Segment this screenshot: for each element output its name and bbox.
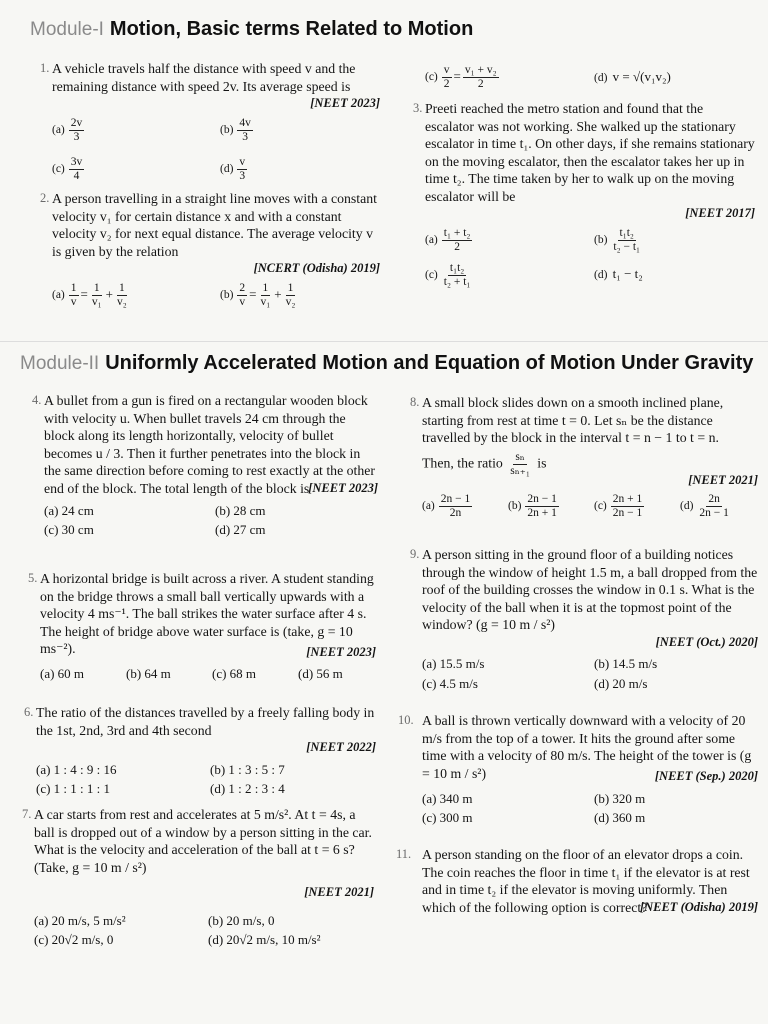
option-c[interactable]: (c) 30 cm (44, 522, 94, 537)
section-divider (0, 341, 768, 342)
option-a[interactable]: (a) 20 m/s, 5 m/s² (34, 912, 126, 928)
options (422, 493, 758, 520)
question-text: A bullet from a gun is fired on a rectangular wooden block with velocity u. When bullet travels 24 cm through the block along its length horizontally, velocity of bullet becomes u / 3. Then it further penetrates into the block in the same direction before coming to rest exactly at the other end of the block. The total length of the block is (44, 393, 375, 496)
options (36, 761, 376, 798)
exam-tag: [NEET (Odisha) 2019] (639, 900, 758, 914)
option-d[interactable]: (d) $\frac{v}{3}$ (220, 155, 246, 182)
question-text: Preeti reached the metro station and found that the escalator was not working. She walked up the stationary escalator in time t₁. On other days, if she remains stationary on the moving escalator, then the escalator takes her up in time t₂. The time taken by her to walk up on the moving escalator will be (425, 101, 755, 204)
exam-tag: [NEET 2023] (310, 96, 380, 110)
option-c[interactable]: (c) 68 m (212, 666, 257, 681)
question-number: 7. (22, 807, 32, 821)
option-a[interactable]: (a) 24 cm (44, 502, 94, 518)
module-2-header (20, 352, 753, 375)
option-a[interactable]: (a) $\frac{2v}{3}$ (52, 116, 83, 143)
module-1-title: Motion, Basic terms Related to Motion (109, 18, 474, 40)
question-11 (396, 846, 758, 917)
module-2-label: Module-II (20, 353, 100, 374)
options (52, 117, 380, 183)
question-text: A car starts from rest and accelerates at 5 m/s². At t = 4s, a ball is dropped out of a window by a person sitting in the car. What is the velocity and acceleration of the ball at t = 6 s? (Take, g = 10 m / s²) (34, 807, 372, 875)
option-c[interactable]: (c) $\frac{2n + 1}{2n - 1}$ (594, 493, 643, 519)
question-number: 5. (28, 571, 38, 585)
options (425, 64, 755, 91)
question-number: 2. (40, 191, 50, 205)
question-5 (28, 570, 376, 683)
option-d[interactable]: (d) 360 m (594, 810, 646, 825)
options (40, 665, 376, 683)
option-d[interactable]: (d) 27 cm (215, 522, 266, 537)
question-3 (413, 100, 755, 289)
question-text: A small block slides down on a smooth inclined plane, starting from rest at time t = 0. Let sₙ be the distance travelled by the block in the interval t = n − 1 to t = n. (422, 395, 724, 445)
exam-tag: [NEET 2021] (688, 472, 758, 487)
option-a[interactable]: (a) 15.5 m/s (422, 656, 485, 671)
question-6 (24, 704, 376, 798)
option-a[interactable]: (a) 340 m (422, 790, 473, 806)
question-1-continued (425, 60, 755, 91)
exam-tag: [NCERT (Odisha) 2019] (253, 261, 380, 275)
question-text: A horizontal bridge is built across a river. A student standing on the bridge throws a small ball vertically upwards with a velocity 4 ms⁻¹. The ball strikes the water surface after 4 s. The height of bridge above water surface is (take, g = 10 ms⁻²). (40, 571, 374, 656)
exam-tag: [NEET (Oct.) 2020] (655, 634, 758, 649)
question-text: A ball is thrown vertically downward with a velocity of 20 m/s from the top of a tower. It hits the ground after some time with a velocity of 80 m/s. The height of the tower is (g = 10 m / s²) (422, 713, 752, 781)
question-text: The ratio of the distances travelled by a freely falling body in the 1st, 2nd, 3rd and 4th second (36, 705, 375, 738)
option-c[interactable]: (c) $\frac{3v}{4}$ (52, 155, 83, 182)
ratio-line: Then, the ratio $\frac{\text{sₙ}}{\text{sₙ₊₁}}$ is (422, 450, 547, 477)
options (422, 790, 758, 827)
module-1-header (30, 18, 473, 41)
option-b[interactable]: (b) 20 m/s, 0 (208, 912, 275, 928)
options (422, 655, 758, 692)
question-2 (40, 190, 380, 309)
option-b[interactable]: (b) $\frac{2n - 1}{2n + 1}$ (508, 493, 557, 519)
option-c[interactable]: (c) 300 m (422, 810, 473, 825)
option-b[interactable]: (b) 1 : 3 : 5 : 7 (210, 761, 285, 777)
option-a[interactable]: (a) $\frac{\text{t₁ + t₂}}{2}$ (425, 226, 471, 253)
option-c[interactable]: (c) $\frac{v}{2}$ = $\frac{\text{v₁ + v₂}}{2}$ (425, 64, 497, 90)
question-number: 4. (32, 393, 42, 407)
question-text: A person standing on the floor of an elevator drops a coin. The coin reaches the floor in time t₁ if the elevator is at rest and in time t₂ if the elevator is moving uniformly. Then which of the following option is correct? (422, 847, 750, 915)
module-2-title: Uniformly Accelerated Motion and Equation of Motion Under Gravity (105, 352, 754, 374)
module-1-label: Module-I (30, 19, 104, 40)
exam-tag: [NEET 2017] (685, 206, 755, 220)
option-d[interactable]: (d) 20 m/s (594, 675, 648, 691)
option-b[interactable]: (b) 14.5 m/s (594, 656, 658, 671)
options (52, 282, 380, 309)
question-1 (40, 60, 380, 183)
option-d[interactable]: (d) 56 m (298, 666, 343, 681)
option-b[interactable]: (b) $\frac{4v}{3}$ (220, 116, 251, 143)
option-d[interactable]: (d) v = √(v₁v₂) (594, 68, 671, 84)
exam-tag: [NEET 2022] (306, 740, 376, 754)
question-8 (410, 394, 758, 520)
question-number: 1. (40, 61, 50, 75)
question-number: 11. (396, 847, 412, 861)
question-number: 8. (410, 395, 420, 409)
options (44, 502, 378, 539)
option-a[interactable]: (a) 60 m (40, 666, 85, 681)
option-b[interactable]: (b) 320 m (594, 790, 646, 806)
option-d[interactable]: (d) 20√2 m/s, 10 m/s² (208, 932, 321, 947)
option-b[interactable]: (b) 64 m (126, 666, 171, 681)
exam-tag: [NEET 2023] (306, 644, 376, 659)
question-number: 6. (24, 705, 34, 719)
question-9 (410, 546, 758, 692)
exam-tag: [NEET (Sep.) 2020] (654, 769, 758, 783)
question-number: 10. (398, 713, 414, 727)
option-c[interactable]: (c) 1 : 1 : 1 : 1 (36, 781, 111, 796)
exam-tag: [NEET 2023] (308, 481, 378, 495)
question-text: A person sitting in the ground floor of a building notices through the window of height 1.5 m, a ball dropped from the roof of the building crosses the window in 0.1 s. What is the velocity of the ball when it is at the topmost point of the window? (g = 10 m / s²) (422, 547, 758, 632)
option-c[interactable]: (c) $\frac{\text{t₁t₂}}{\text{t₂ + t₁}}$ (425, 261, 471, 288)
question-text: A person travelling in a straight line moves with a constant velocity v₁ for certain distance x and with a constant velocity v₂ for next equal distance. The average velocity v is given by the relation (52, 191, 377, 259)
option-b[interactable]: (b) $\frac{\text{t₁t₂}}{\text{t₂ − t₁}}$ (594, 226, 641, 253)
question-10 (398, 712, 758, 827)
question-number: 9. (410, 547, 420, 561)
option-d[interactable]: (d) t₁ − t₂ (594, 266, 643, 282)
option-b[interactable]: (b) $\frac{2}{v}$ = $\frac{1}{\text{v₁}}$ + $\frac{1}{\text{v₂}}$ (220, 281, 296, 308)
option-a[interactable]: (a) 1 : 4 : 9 : 16 (36, 761, 117, 777)
option-d[interactable]: (d) $\frac{2n}{2n - 1}$ (680, 493, 729, 519)
question-number: 3. (413, 101, 423, 115)
question-7 (22, 806, 374, 949)
option-a[interactable]: (a) $\frac{1}{v}$ = $\frac{1}{\text{v₁}}$ + $\frac{1}{\text{v₂}}$ (52, 281, 127, 308)
option-d[interactable]: (d) 1 : 2 : 3 : 4 (210, 781, 285, 796)
option-b[interactable]: (b) 28 cm (215, 502, 266, 518)
option-a[interactable]: (a) $\frac{2n - 1}{2n}$ (422, 493, 471, 519)
exam-tag: [NEET 2021] (304, 885, 374, 899)
options (34, 912, 374, 949)
question-4 (32, 392, 378, 539)
question-text: A vehicle travels half the distance with speed v and the remaining distance with speed 2v. Its average speed is (52, 61, 356, 94)
option-c[interactable]: (c) 20√2 m/s, 0 (34, 932, 114, 947)
options (425, 227, 755, 289)
option-c[interactable]: (c) 4.5 m/s (422, 675, 478, 691)
